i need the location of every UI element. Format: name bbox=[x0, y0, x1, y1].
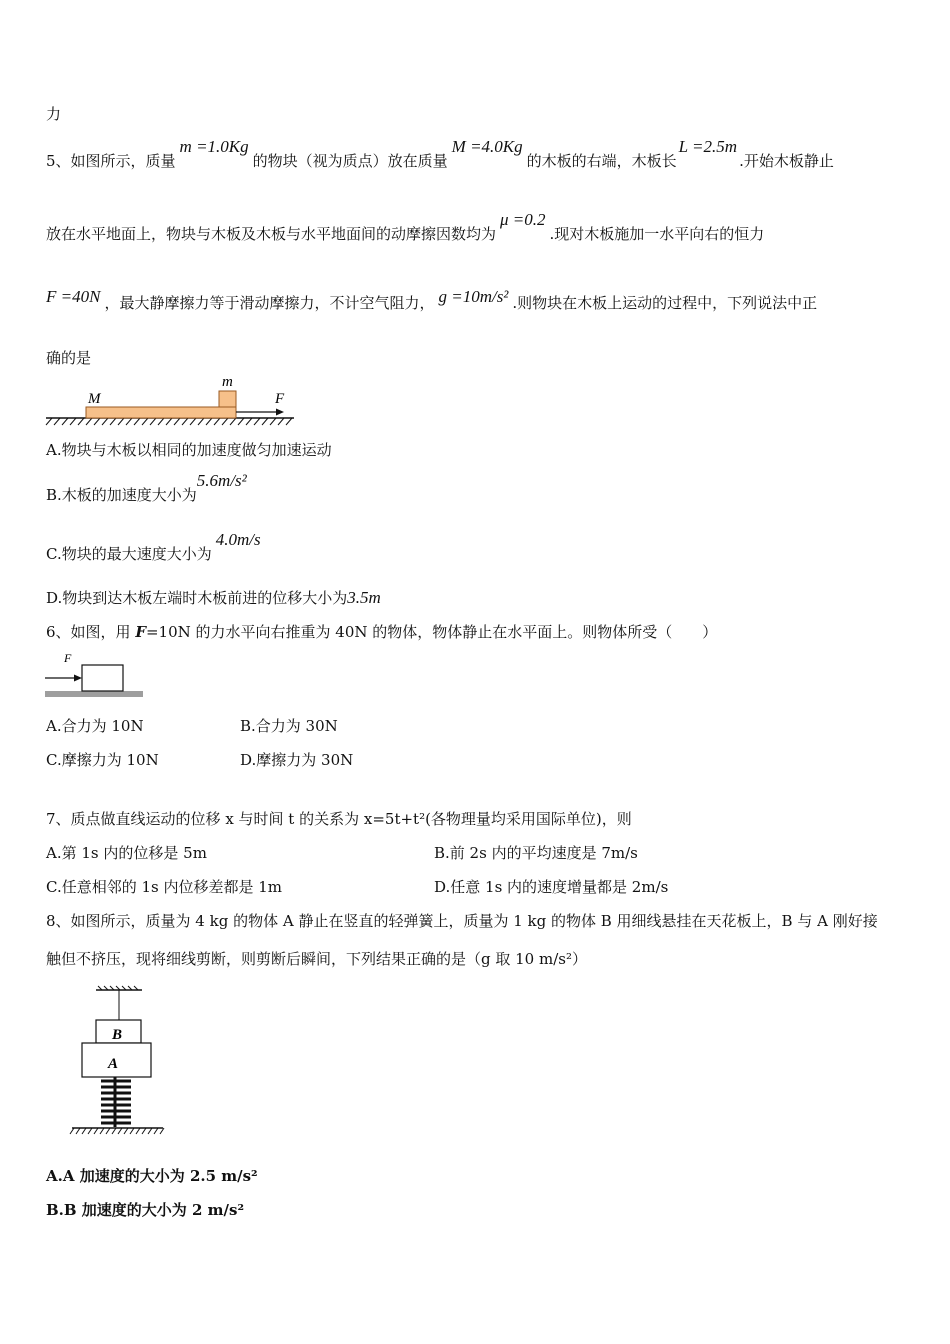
q7-option-a: A.第 1s 内的位移是 5m bbox=[46, 844, 207, 862]
q5-text: 的物块（视为质点）放在质量 bbox=[252, 152, 448, 170]
q5-line-3 bbox=[46, 286, 818, 312]
label-B: B bbox=[112, 1027, 123, 1043]
q5-force-F: F =40N bbox=[46, 287, 101, 306]
q5-text: .现对木板施加一水平向右的恒力 bbox=[549, 225, 765, 243]
q6-figure-block-push bbox=[44, 650, 148, 702]
label-F: F bbox=[64, 651, 72, 665]
q5-option-d bbox=[46, 587, 381, 608]
q5-gravity-g: g =10m/s² bbox=[438, 287, 509, 306]
q5-option-d-value: 3.5m bbox=[347, 588, 381, 607]
q6-option-a: A.合力为 10N bbox=[46, 717, 144, 735]
q5-option-c-value: 4.0m/s bbox=[215, 530, 261, 549]
q5-option-d-text: D.物块到达木板左端时木板前进的位移大小为 bbox=[46, 589, 348, 607]
q5-option-b-value: 5.6m/s² bbox=[196, 471, 247, 490]
q8-option-a: A.A 加速度的大小为 2.5 m/s² bbox=[46, 1167, 258, 1185]
q5-line-1 bbox=[46, 136, 834, 170]
prev-question-tail: 力 bbox=[46, 105, 62, 123]
q5-mu: μ =0.2 bbox=[500, 210, 546, 229]
q5-figure-board-block bbox=[44, 370, 304, 430]
q5-text: ，最大静摩擦力等于滑动摩擦力，不计空气阻力， bbox=[104, 294, 435, 312]
label-M: M bbox=[88, 391, 101, 407]
q5-line-2 bbox=[46, 209, 765, 243]
q6-option-d: D.摩擦力为 30N bbox=[240, 751, 354, 769]
q5-option-c-text: C.物块的最大速度大小为 bbox=[46, 545, 212, 563]
q8-option-b: B.B 加速度的大小为 2 m/s² bbox=[46, 1201, 245, 1219]
q8-stem-line-1: 8、如图所示，质量为 4 kg 的物体 A 静止在竖直的轻弹簧上，质量为 1 kg 的物体 B 用细线悬挂在天花板上，B 与 A 刚好接 bbox=[46, 912, 878, 930]
q6-option-c: C.摩擦力为 10N bbox=[46, 751, 159, 769]
force-arrow-head bbox=[276, 409, 284, 416]
q5-mass-M: M =4.0Kg bbox=[451, 137, 523, 156]
ground bbox=[45, 691, 143, 697]
q5-text: 放在水平地面上，物块与木板及木板与水平地面间的动摩擦因数均为 bbox=[46, 225, 497, 243]
q6-stem-F: F bbox=[135, 623, 146, 641]
label-m: m bbox=[222, 374, 233, 390]
q5-option-c bbox=[46, 529, 261, 563]
q7-option-d: D.任意 1s 内的速度增量都是 2m/s bbox=[434, 878, 669, 896]
label-A: A bbox=[108, 1056, 119, 1072]
q7-stem: 7、质点做直线运动的位移 x 与时间 t 的关系为 x=5t+t²(各物理量均采用国际单位)，则 bbox=[46, 810, 632, 828]
q5-text: 5、如图所示，质量 bbox=[46, 152, 176, 170]
q5-option-b bbox=[46, 470, 247, 504]
q8-stem-line-2: 触但不挤压，现将细线剪断，则剪断后瞬间，下列结果正确的是（g 取 10 m/s²） bbox=[46, 950, 587, 968]
wooden-board bbox=[86, 407, 236, 418]
q5-mass-m: m =1.0Kg bbox=[179, 137, 249, 156]
small-block bbox=[219, 391, 236, 407]
q5-line-4: 确的是 bbox=[46, 349, 92, 367]
q6-option-b: B.合力为 30N bbox=[240, 717, 338, 735]
label-F: F bbox=[275, 391, 285, 407]
q6-stem-text: 6、如图，用 bbox=[46, 623, 136, 641]
q5-text: 的木板的右端，木板长 bbox=[526, 152, 677, 170]
q7-option-b: B.前 2s 内的平均速度是 7m/s bbox=[434, 844, 638, 862]
q8-figure-spring-blocks bbox=[68, 985, 168, 1137]
q5-text: .则物块在木板上运动的过程中，下列说法中正 bbox=[512, 294, 818, 312]
q5-length-L: L =2.5m bbox=[678, 137, 738, 156]
q5-option-b-text: B.木板的加速度大小为 bbox=[46, 486, 197, 504]
push-arrow-head bbox=[74, 675, 82, 682]
q5-option-a: A.物块与木板以相同的加速度做匀加速运动 bbox=[46, 441, 332, 459]
block bbox=[82, 665, 123, 691]
q5-text: .开始木板静止 bbox=[739, 152, 834, 170]
q6-stem-text: =10N 的力水平向右推重为 40N 的物体，物体静止在水平面上。则物体所受（ ） bbox=[145, 623, 718, 641]
q7-option-c: C.任意相邻的 1s 内位移差都是 1m bbox=[46, 878, 283, 896]
q6-stem bbox=[46, 621, 717, 642]
